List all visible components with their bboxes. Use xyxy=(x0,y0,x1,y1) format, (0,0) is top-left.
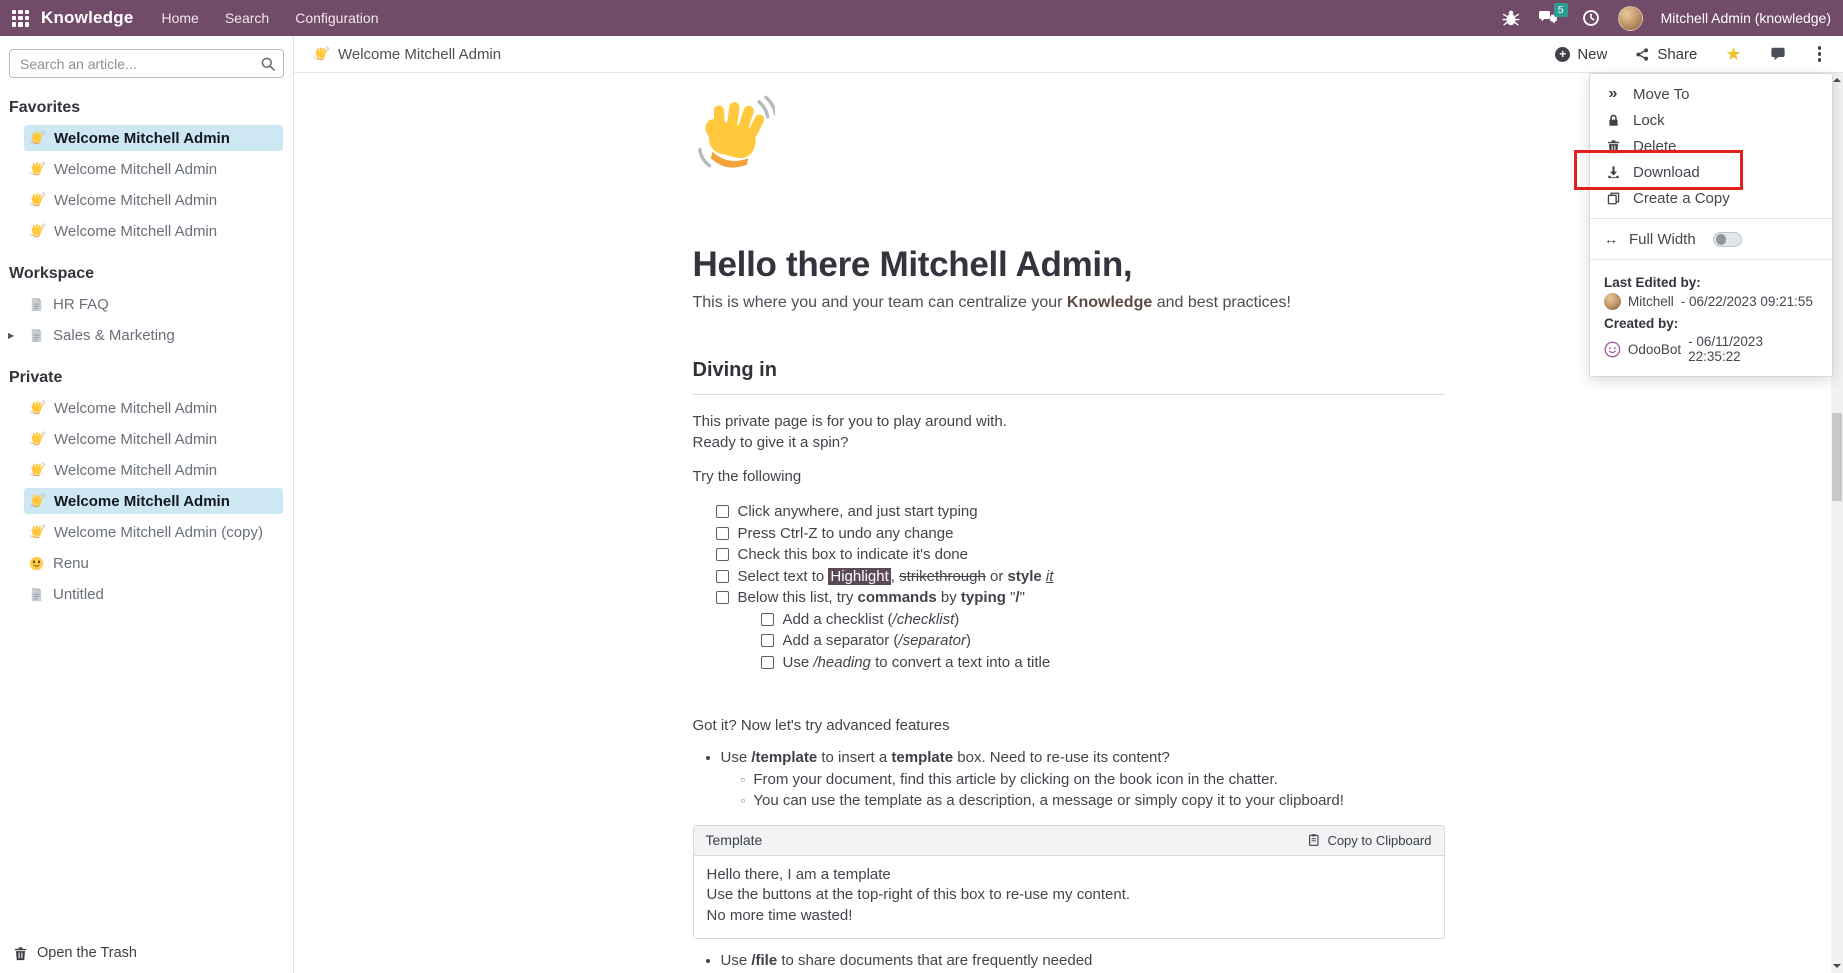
wave-icon xyxy=(29,161,45,177)
menu-search[interactable]: Search xyxy=(224,10,270,26)
editor-avatar[interactable] xyxy=(1604,293,1621,310)
checkbox[interactable] xyxy=(761,613,774,626)
article-subtitle: This is where you and your team can centralize your Knowledge and best practices! xyxy=(692,294,1291,311)
file-tip-list xyxy=(721,950,1445,972)
list-item: • Use /file to share documents that are frequently needed xyxy=(721,950,1445,972)
download-icon xyxy=(1604,165,1622,180)
app-brand[interactable]: Knowledge xyxy=(41,8,134,27)
section-workspace: Workspace xyxy=(9,265,95,282)
last-edited-label: Last Edited by: xyxy=(1604,275,1701,290)
control-bar xyxy=(294,36,1843,73)
lock-icon xyxy=(1604,113,1622,128)
wave-icon xyxy=(313,46,329,62)
kebab-menu-icon[interactable] xyxy=(1814,42,1826,66)
try-following-line: Try the following xyxy=(692,468,802,485)
list-item: ○ You can use the template as a description, a message or simply copy it to your clipboard! xyxy=(741,790,1445,812)
menu-item-move-to[interactable]: » Move To xyxy=(1590,81,1832,107)
wave-icon xyxy=(29,462,45,478)
checklist-item: Below this list, try commands by typing "/" xyxy=(716,587,1445,609)
wave-icon xyxy=(29,223,45,239)
messages-icon[interactable] xyxy=(1538,4,1564,27)
scroll-up-arrow[interactable] xyxy=(1833,78,1841,82)
sidebar-item-private-active[interactable]: Welcome Mitchell Admin xyxy=(24,488,283,514)
menu-item-delete[interactable]: Delete xyxy=(1590,133,1832,159)
wave-icon xyxy=(29,431,45,447)
copy-icon xyxy=(1604,191,1622,206)
wave-emoji xyxy=(693,95,775,177)
template-box xyxy=(693,825,1445,940)
move-to-icon: » xyxy=(1608,85,1618,102)
page-icon xyxy=(29,328,44,343)
menu-divider xyxy=(1590,218,1832,219)
wave-icon xyxy=(29,493,45,509)
highlighted-text: Highlight xyxy=(830,567,889,585)
checkbox[interactable] xyxy=(716,570,729,583)
full-width-arrow-icon: ↔ xyxy=(1604,231,1618,247)
sidebar-item-favorite-3[interactable]: Welcome Mitchell Admin xyxy=(24,187,283,213)
menu-configuration[interactable]: Configuration xyxy=(295,10,379,26)
share-button[interactable]: Share xyxy=(1635,46,1697,63)
top-menu xyxy=(161,10,378,26)
full-width-toggle[interactable] xyxy=(1713,232,1742,247)
odoobot-avatar[interactable] xyxy=(1604,341,1621,358)
checklist-item: Use /heading to convert a text into a title xyxy=(761,652,1445,674)
search-input[interactable] xyxy=(9,49,284,78)
sidebar-item-hr-faq[interactable]: HR FAQ xyxy=(24,291,283,317)
plus-circle-icon: + xyxy=(1555,47,1570,62)
menu-info-section xyxy=(1590,267,1832,376)
created-by-row: OdooBot - 06/11/2023 22:35:22 xyxy=(1604,334,1818,364)
checklist-item: Add a checklist (/checklist) xyxy=(761,609,1445,631)
template-box-title: Template xyxy=(705,832,763,848)
diving-in-heading: Diving in xyxy=(693,359,1445,395)
sub-checklist xyxy=(761,609,1445,674)
copy-to-clipboard-button[interactable]: Copy to Clipboard xyxy=(1307,833,1431,848)
expand-caret-icon[interactable]: ▶ xyxy=(8,330,15,340)
checkbox[interactable] xyxy=(716,505,729,518)
sidebar-item-sales-marketing[interactable]: ▶ Sales & Marketing xyxy=(8,326,175,344)
checklist xyxy=(716,501,1445,609)
wave-icon xyxy=(29,400,45,416)
smiley-icon xyxy=(29,556,44,571)
open-trash-button[interactable]: Open the Trash xyxy=(13,945,137,961)
messages-count-badge: 5 xyxy=(1554,3,1568,17)
user-avatar[interactable] xyxy=(1618,6,1643,31)
trash-icon xyxy=(1604,139,1622,154)
list-item: • Use /template to insert a template box. Need to re-use its content? ○ From your document, find this article by clicking on the book icon in the chatter. ○ You can use the template as a description, a message or simply copy it to your clipboard! xyxy=(721,747,1445,812)
menu-item-create-copy[interactable]: Create a Copy xyxy=(1590,185,1832,211)
chatter-comment-icon[interactable] xyxy=(1770,45,1786,63)
new-button[interactable]: + New xyxy=(1555,46,1607,63)
article-search xyxy=(9,49,284,78)
advanced-intro: Got it? Now let's try advanced features xyxy=(692,717,950,734)
template-box-body: Hello there, I am a template Use the buttons at the top-right of this box to re-use my content. No more time wasted! xyxy=(706,865,1131,924)
activities-clock-icon[interactable] xyxy=(1582,9,1600,27)
apps-menu-icon[interactable] xyxy=(12,10,29,27)
main-panel xyxy=(294,36,1843,973)
sidebar-item-favorite-2[interactable]: Welcome Mitchell Admin xyxy=(24,156,283,182)
section-favorites: Favorites xyxy=(9,99,81,116)
breadcrumb[interactable]: Welcome Mitchell Admin xyxy=(313,46,501,63)
checklist-item: Check this box to indicate it's done xyxy=(716,544,1445,566)
sidebar-item-favorite-1[interactable]: Welcome Mitchell Admin xyxy=(24,125,283,151)
scrollbar-thumb[interactable] xyxy=(1832,413,1842,501)
page-icon xyxy=(29,297,44,312)
sidebar xyxy=(0,36,294,973)
menu-item-lock[interactable]: Lock xyxy=(1590,107,1832,133)
menu-divider xyxy=(1590,259,1832,260)
sidebar-item-private-3[interactable]: Welcome Mitchell Admin xyxy=(24,457,283,483)
section-private: Private xyxy=(9,369,63,386)
checklist-item: Add a separator (/separator) xyxy=(761,630,1445,652)
user-menu[interactable]: Mitchell Admin (knowledge) xyxy=(1660,10,1831,26)
advanced-sublist xyxy=(741,769,1445,812)
sidebar-item-untitled[interactable]: Untitled xyxy=(24,581,283,607)
search-icon[interactable] xyxy=(260,55,276,73)
checkbox[interactable] xyxy=(761,656,774,669)
debug-bug-icon[interactable] xyxy=(1502,9,1520,27)
menu-item-download[interactable]: Download xyxy=(1590,159,1832,185)
menu-home[interactable]: Home xyxy=(161,10,199,26)
checklist-item: Press Ctrl-Z to undo any change xyxy=(716,523,1445,545)
toolbar-actions xyxy=(1555,42,1825,66)
checkbox[interactable] xyxy=(716,591,729,604)
sidebar-item-private-1[interactable]: Welcome Mitchell Admin xyxy=(24,395,283,421)
topbar-right xyxy=(1502,6,1831,31)
checklist-item: Select text to Highlight , strikethrough or style it xyxy=(716,566,1445,588)
favorite-star-icon[interactable]: ★ xyxy=(1725,44,1742,64)
sidebar-item-private-copy[interactable]: Welcome Mitchell Admin (copy) xyxy=(24,519,283,545)
share-icon xyxy=(1635,47,1650,62)
sidebar-item-renu[interactable]: Renu xyxy=(24,550,283,576)
template-box-header xyxy=(694,826,1444,856)
page-icon xyxy=(29,587,44,602)
checkbox[interactable] xyxy=(761,634,774,647)
article-document[interactable] xyxy=(693,73,1445,972)
checkbox[interactable] xyxy=(716,527,729,540)
sidebar-item-private-2[interactable]: Welcome Mitchell Admin xyxy=(24,426,283,452)
list-item: ○ From your document, find this article by clicking on the book icon in the chatter. xyxy=(741,769,1445,791)
wave-icon xyxy=(29,130,45,146)
advanced-list xyxy=(721,747,1445,812)
article-title: Hello there Mitchell Admin, xyxy=(692,245,1133,284)
wave-icon xyxy=(29,192,45,208)
checkbox[interactable] xyxy=(716,548,729,561)
top-navbar xyxy=(0,0,1843,36)
created-by-label: Created by: xyxy=(1604,316,1679,331)
article-options-dropdown xyxy=(1589,73,1833,377)
checklist-item: Click anywhere, and just start typing xyxy=(716,501,1445,523)
trash-icon xyxy=(13,946,28,961)
wave-icon xyxy=(29,524,45,540)
scroll-down-arrow[interactable] xyxy=(1833,964,1841,968)
last-edited-row: Mitchell - 06/22/2023 09:21:55 xyxy=(1604,293,1818,310)
sidebar-item-favorite-4[interactable]: Welcome Mitchell Admin xyxy=(24,218,283,244)
clipboard-icon xyxy=(1307,833,1321,847)
diving-paragraph: This private page is for you to play around with. Ready to give it a spin? xyxy=(692,413,1007,451)
menu-item-full-width[interactable]: ↔ Full Width xyxy=(1590,226,1832,252)
